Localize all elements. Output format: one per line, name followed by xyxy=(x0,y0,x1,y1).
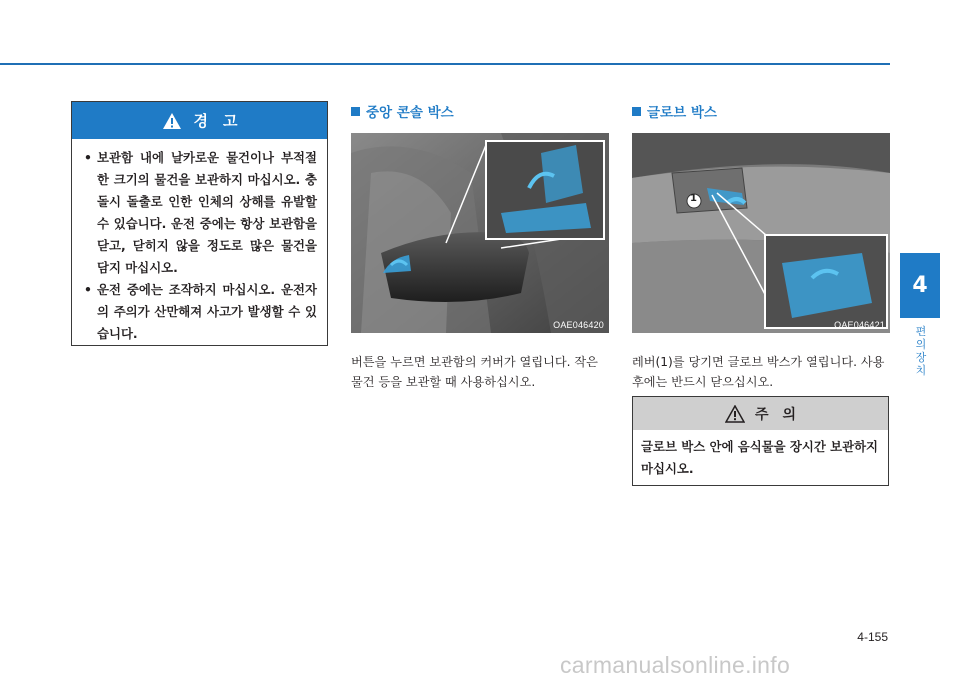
chapter-label: 편의 장치 xyxy=(915,325,927,377)
warning-header xyxy=(72,102,327,139)
caution-title: 주 의 xyxy=(754,406,797,423)
caution-box xyxy=(632,396,889,486)
caution-header xyxy=(633,397,888,430)
glovebox-caption: 레버(1)를 당기면 글로브 박스가 열립니다. 사용 후에는 반드시 닫으십시오. xyxy=(632,355,885,389)
warning-body xyxy=(72,139,327,345)
glovebox-title: 글로브 박스 xyxy=(647,105,717,121)
console-photo xyxy=(351,133,609,333)
chapter-number: 4 xyxy=(912,273,928,298)
console-illustration xyxy=(351,133,609,333)
square-bullet-icon xyxy=(632,107,641,116)
caution-text: 글로브 박스 안에 음식물을 장시간 보관하지 마십시오. xyxy=(641,439,879,476)
console-image-code: OAE046420 xyxy=(553,320,604,330)
glovebox-image-code: OAE046421 xyxy=(834,320,885,330)
warning-item-text: 보관함 내에 날카로운 물건이나 부적절한 크기의 물건을 보관하지 마십시오. 충돌시 돌출로 인한 인체의 상해를 유발할 수 있습니다. 운전 중에는 항상 보관함을 닫고, 닫히지 않을 정도로 많은 물건을 담지 마십시오. xyxy=(97,150,317,275)
glovebox-callout-number: 1 xyxy=(690,193,697,204)
warning-box xyxy=(71,101,328,346)
warning-item: • 운전 중에는 조작하지 마십시오. 운전자의 주의가 산만해져 사고가 발생할 수 있습니다. xyxy=(84,279,317,345)
warning-triangle-icon xyxy=(162,112,182,130)
warning-item: • 보관함 내에 날카로운 물건이나 부적절한 크기의 물건을 보관하지 마십시오. 충돌시 돌출로 인한 인체의 상해를 유발할 수 있습니다. 운전 중에는 항상 보관함을 닫고, 닫히지 않을 정도로 많은 물건을 담지 마십시오. xyxy=(84,147,317,279)
warning-triangle-icon xyxy=(725,405,745,423)
warning-title: 경 고 xyxy=(193,112,238,130)
glovebox-illustration xyxy=(632,133,890,333)
watermark: carmanualsonline.info xyxy=(560,652,791,678)
console-section-title xyxy=(351,101,454,121)
warning-item-text: 운전 중에는 조작하지 마십시오. 운전자의 주의가 산만해져 사고가 발생할 수 있습니다. xyxy=(97,282,317,341)
square-bullet-icon xyxy=(351,107,360,116)
chapter-tab xyxy=(900,253,940,318)
console-caption: 버튼을 누르면 보관함의 커버가 열립니다. 작은 물건 등을 보관할 때 사용하십시오. xyxy=(351,355,598,389)
top-rule xyxy=(0,63,890,65)
page-number: 4-155 xyxy=(857,630,888,644)
console-title: 중앙 콘솔 박스 xyxy=(366,105,454,121)
glovebox-section-title xyxy=(632,101,717,121)
glovebox-photo xyxy=(632,133,890,333)
